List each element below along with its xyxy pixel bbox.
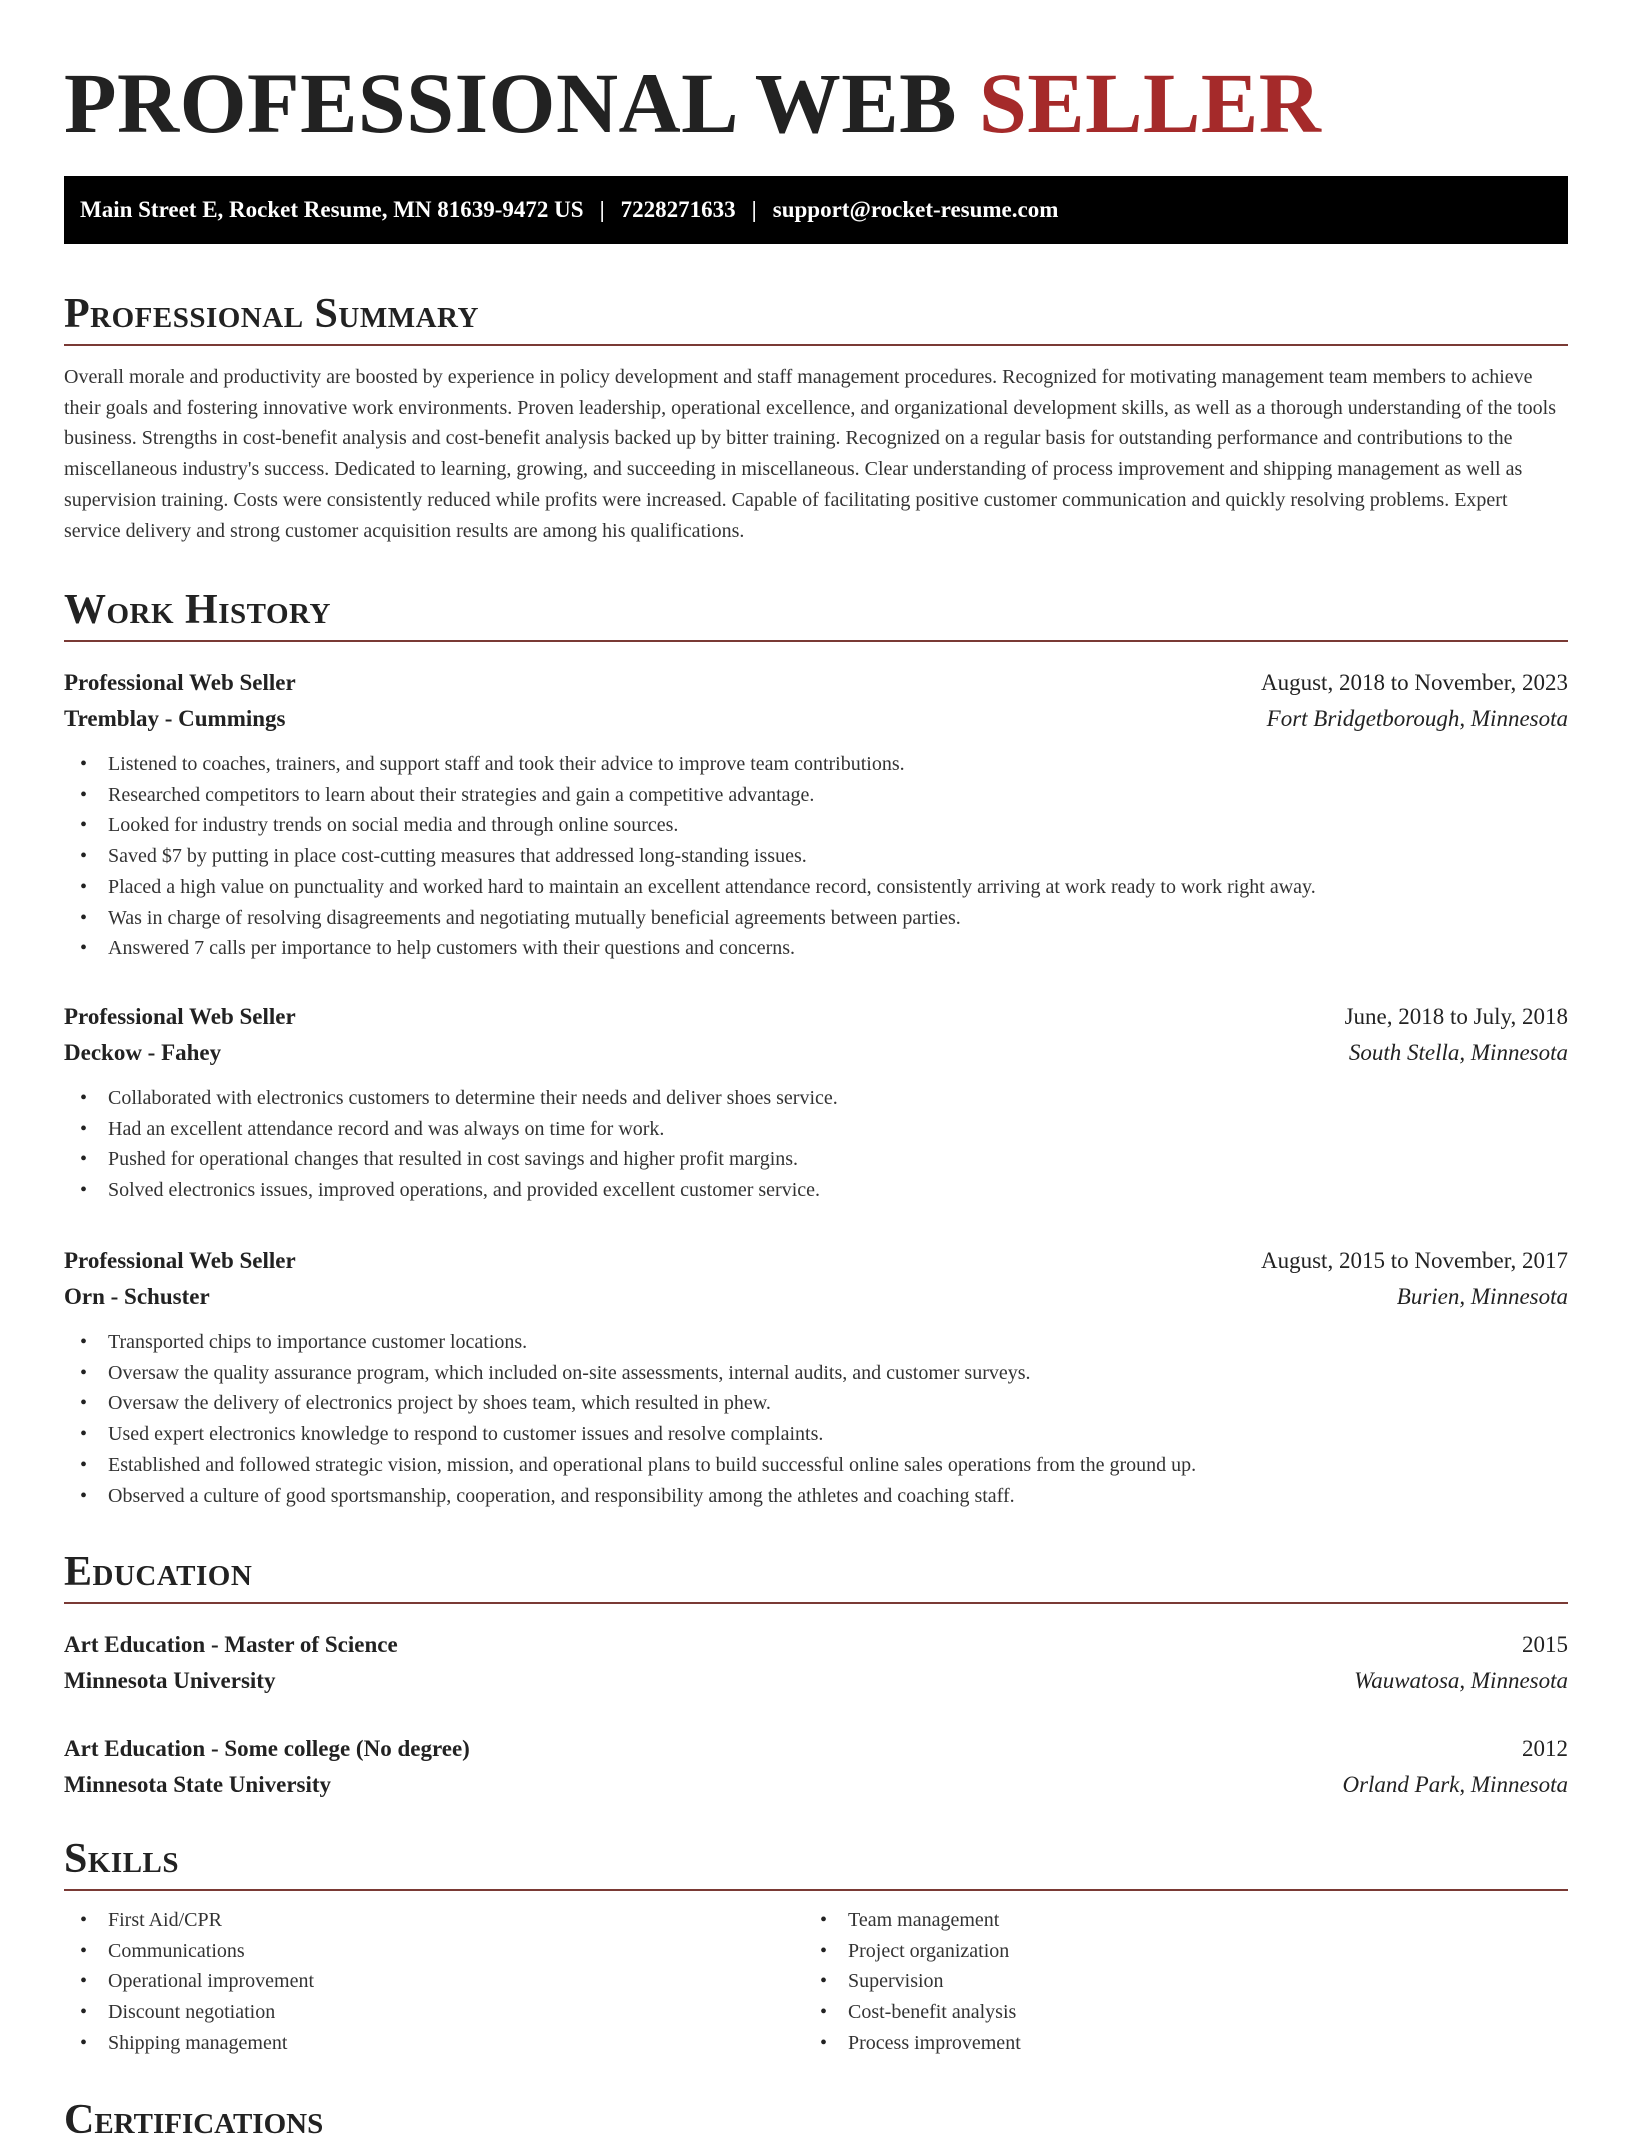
- work-title: Work History: [64, 587, 331, 633]
- job-dates: August, 2015 to November, 2017: [1261, 1248, 1568, 1273]
- summary-section: [64, 284, 1568, 546]
- job-company: Tremblay - Cummings: [64, 706, 286, 731]
- list-item: • Oversaw the quality assurance program, which included on-site assessments, internal audits, and customer surveys.: [64, 1358, 1568, 1389]
- skill-item: • Team management: [804, 1905, 1544, 1936]
- job-location: Fort Bridgetborough, Minnesota: [1266, 706, 1568, 731]
- list-item: • Researched competitors to learn about their strategies and gain a competitive advantage.: [64, 780, 1568, 811]
- job-entry: [64, 1243, 1568, 1511]
- skill-item: • Shipping management: [64, 2028, 804, 2059]
- job-bullets: [64, 1327, 1568, 1511]
- contact-phone: 7228271633: [620, 197, 736, 222]
- job-entry: [64, 999, 1568, 1206]
- job-role: Professional Web Seller: [64, 1004, 296, 1029]
- work-section: [64, 580, 1568, 642]
- section-divider: [64, 1602, 1568, 1604]
- list-item: • Established and followed strategic vision, mission, and operational plans to build successful online sales operations from the ground up.: [64, 1450, 1568, 1481]
- contact-separator: |: [751, 197, 757, 222]
- job-location: South Stella, Minnesota: [1348, 1040, 1568, 1065]
- job-bullets: [64, 749, 1568, 964]
- name-main: PROFESSIONAL WEB: [64, 55, 957, 151]
- list-item: • Listened to coaches, trainers, and support staff and took their advice to improve team contributions.: [64, 749, 1568, 780]
- list-item: • Answered 7 calls per importance to help customers with their questions and concerns.: [64, 933, 1568, 964]
- education-year: 2015: [1522, 1632, 1568, 1657]
- section-divider: [64, 1889, 1568, 1891]
- skills-list-right: [804, 1905, 1544, 2059]
- job-location: Burien, Minnesota: [1396, 1284, 1568, 1309]
- list-item: • Had an excellent attendance record and was always on time for work.: [64, 1114, 1568, 1145]
- job-company: Orn - Schuster: [64, 1284, 210, 1309]
- education-entry: [64, 1627, 1568, 1699]
- education-location: Wauwatosa, Minnesota: [1354, 1668, 1568, 1693]
- next-section-title: Certifications: [64, 2097, 324, 2143]
- name-accent: SELLER: [978, 55, 1322, 151]
- section-divider: [64, 344, 1568, 346]
- summary-text: Overall morale and productivity are boosted by experience in policy development and staff management procedures. Recognized for motivating management team members to achieve their goals and fostering innovative work environments. Proven leadership, operational excellence, and organizational development skills, as well as a thorough understanding of the tools business. Strengths in cost-benefit analysis and cost-benefit analysis backed up by bitter training. Recognized on a regular basis for outstanding performance and contributions to the miscellaneous industry's success. Dedicated to learning, growing, and succeeding in miscellaneous. Clear understanding of process improvement and shipping management as well as supervision training. Costs were consistently reduced while profits were increased. Capable of facilitating positive customer communication and quickly resolving problems. Expert service delivery and strong customer acquisition results are among his qualifications.: [64, 366, 1557, 542]
- education-school: Minnesota State University: [64, 1772, 332, 1797]
- skill-item: • Project organization: [804, 1936, 1544, 1967]
- education-degree: Art Education - Master of Science: [64, 1632, 398, 1657]
- job-role: Professional Web Seller: [64, 1248, 296, 1273]
- list-item: • Looked for industry trends on social media and through online sources.: [64, 810, 1568, 841]
- list-item: • Placed a high value on punctuality and worked hard to maintain an excellent attendance record, consistently arriving at work ready to work right away.: [64, 872, 1568, 903]
- list-item: • Pushed for operational changes that resulted in cost savings and higher profit margins.: [64, 1144, 1568, 1175]
- contact-email: support@rocket-resume.com: [772, 197, 1059, 222]
- list-item: • Was in charge of resolving disagreements and negotiating mutually beneficial agreements between parties.: [64, 903, 1568, 934]
- job-entry: [64, 665, 1568, 964]
- education-location: Orland Park, Minnesota: [1342, 1772, 1568, 1797]
- contact-bar: [64, 176, 1568, 244]
- skill-item: • Cost-benefit analysis: [804, 1997, 1544, 2028]
- job-dates: August, 2018 to November, 2023: [1261, 670, 1568, 695]
- contact-address: Main Street E, Rocket Resume, MN 81639-9472 US: [80, 197, 584, 222]
- job-bullets: [64, 1083, 1568, 1206]
- skills-title: Skills: [64, 1836, 180, 1882]
- section-divider: [64, 640, 1568, 642]
- skills-list-left: [64, 1905, 804, 2059]
- skill-item: • First Aid/CPR: [64, 1905, 804, 1936]
- list-item: • Solved electronics issues, improved operations, and provided excellent customer service.: [64, 1175, 1568, 1206]
- summary-title: Professional Summary: [64, 291, 479, 337]
- list-item: • Collaborated with electronics customers to determine their needs and deliver shoes service.: [64, 1083, 1568, 1114]
- education-title: Education: [64, 1549, 253, 1595]
- skills-section: [64, 1829, 1568, 2059]
- skill-item: • Supervision: [804, 1966, 1544, 1997]
- job-company: Deckow - Fahey: [64, 1040, 222, 1065]
- skills-columns: [64, 1905, 1568, 2059]
- list-item: • Transported chips to importance customer locations.: [64, 1327, 1568, 1358]
- education-year: 2012: [1522, 1736, 1568, 1761]
- education-school: Minnesota University: [64, 1668, 276, 1693]
- job-dates: June, 2018 to July, 2018: [1344, 1004, 1568, 1029]
- list-item: • Saved $7 by putting in place cost-cutting measures that addressed long-standing issues.: [64, 841, 1568, 872]
- list-item: • Observed a culture of good sportsmanship, cooperation, and responsibility among the athletes and coaching staff.: [64, 1481, 1568, 1512]
- education-entry: [64, 1731, 1568, 1803]
- job-role: Professional Web Seller: [64, 670, 296, 695]
- contact-separator: |: [599, 197, 605, 222]
- skill-item: • Operational improvement: [64, 1966, 804, 1997]
- education-degree: Art Education - Some college (No degree): [64, 1736, 470, 1761]
- skill-item: • Communications: [64, 1936, 804, 1967]
- skill-item: • Discount negotiation: [64, 1997, 804, 2028]
- list-item: • Oversaw the delivery of electronics project by shoes team, which resulted in phew.: [64, 1388, 1568, 1419]
- skill-item: • Process improvement: [804, 2028, 1544, 2059]
- list-item: • Used expert electronics knowledge to respond to customer issues and resolve complaints.: [64, 1419, 1568, 1450]
- education-section: [64, 1542, 1568, 1604]
- candidate-name: [64, 48, 1321, 158]
